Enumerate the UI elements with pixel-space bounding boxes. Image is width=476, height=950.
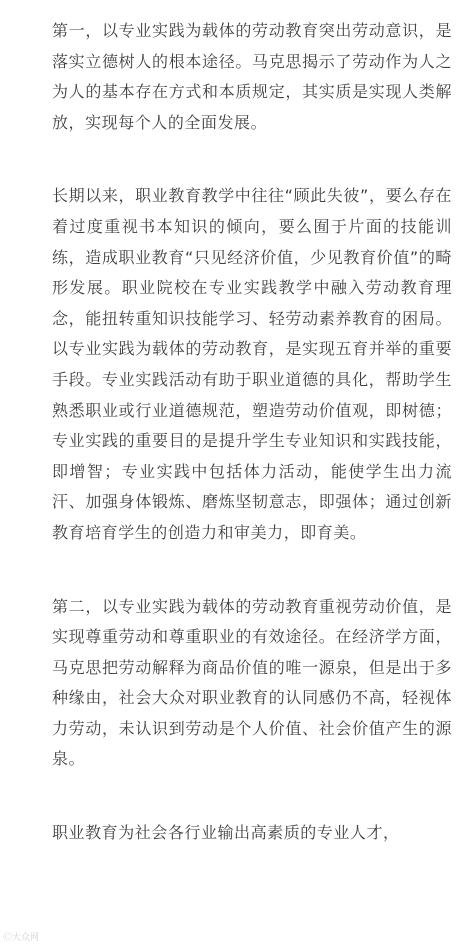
article-body	[52, 16, 452, 849]
paragraph-first: 第一，以专业实践为载体的劳动教育突出劳动意识，是落实立德树人的根本途径。马克思揭示了劳动作为人之为人的基本存在方式和本质规定，其实质是实现人类解放，实现每个人的全面发展。	[52, 21, 452, 132]
paragraph-vocational-education: 职业教育为社会各行业输出高素质的专业人才，	[52, 823, 400, 843]
paragraph-long-term: 长期以来，职业教育教学中往往“顾此失彼”，要么存在着过度重视书本知识的倾向，要么囿于片面的技能训练，造成职业教育“只见经济价值，少见教育价值”的畸形发展。职业院校在专业实践教学中融入劳动教育理念，能扭转重知识技能学习、轻劳动素养教育的困局。以专业实践为载体的劳动教育，是实现五育并举的重要手段。专业实践活动有助于职业道德的具化，帮助学生熟悉职业或行业道德规范，塑造劳动价值观，即树德；专业实践的重要目的是提升学生专业知识和实践技能，即增智；专业实践中包括体力活动，能使学生出力流汗、加强身体锻炼、磨炼坚韧意志，即强体；通过创新教育培育学生的创造力和审美力，即育美。	[52, 186, 452, 542]
watermark: Ⓒ大众网	[3, 933, 40, 943]
paragraph-second: 第二，以专业实践为载体的劳动教育重视劳动价值，是实现尊重劳动和尊重职业的有效途径。在经济学方面，马克思把劳动解释为商品价值的唯一源泉，但是出于多种缘由，社会大众对职业教育的认同感仍不高，轻视体力劳动，未认识到劳动是个人价值、社会价值产生的源泉。	[52, 596, 452, 769]
